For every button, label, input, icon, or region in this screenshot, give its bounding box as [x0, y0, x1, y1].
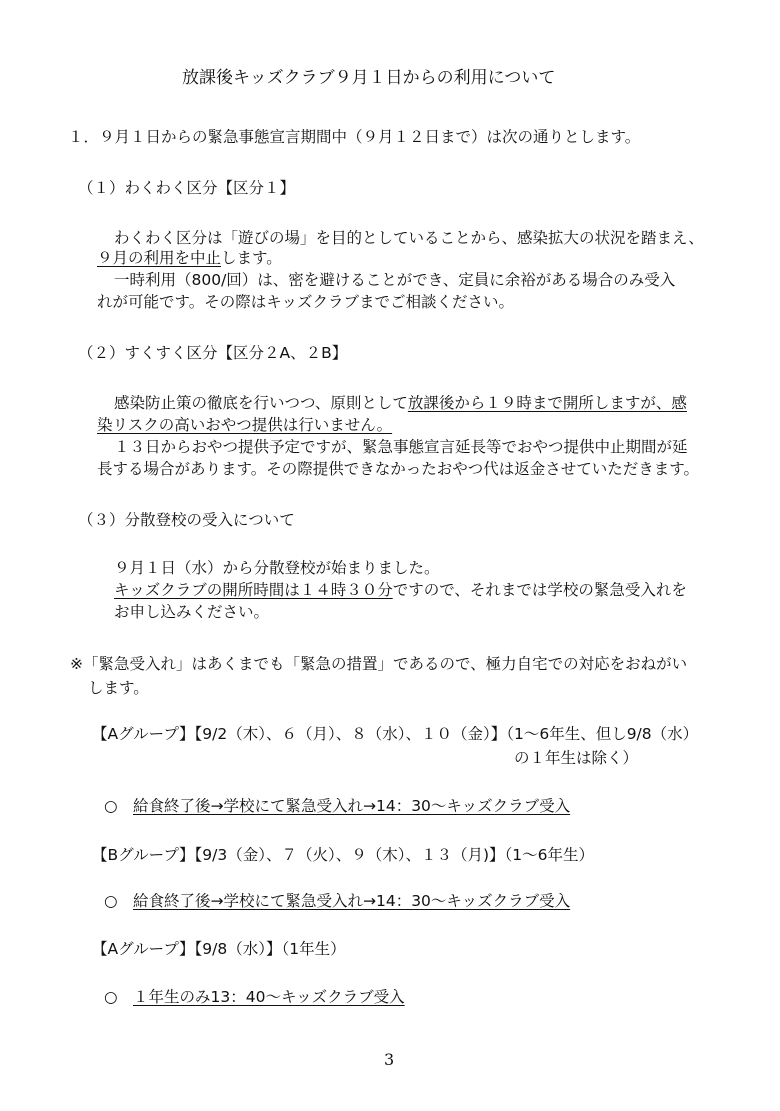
- page-title: 放課後キッズクラブ９月１日からの利用について: [182, 68, 556, 88]
- group-a-schedule-line-2: の１年生は除く）: [514, 749, 639, 767]
- section-1-heading: １．９月１日からの緊急事態宣言期間中（９月１２日まで）は次の通りとします。: [68, 128, 641, 146]
- wakuwaku-paragraph-1-line-1: わくわく区分は「遊びの場」を目的としていることから、感染拡大の状況を踏まえ、: [114, 229, 704, 247]
- wakuwaku-suspension-notice: ９月の利用を中止: [97, 249, 222, 267]
- wakuwaku-paragraph-2-line-2: れが可能です。その際はキッズクラブまでご相談ください。: [97, 293, 514, 311]
- sukusuku-paragraph-2-line-1: １３日からおやつ提供予定ですが、緊急事態宣言延長等でおやつ提供中止期間が延: [114, 438, 688, 456]
- wakuwaku-paragraph-1-line-2: ９月の利用を中止します。: [97, 249, 282, 267]
- wakuwaku-paragraph-2-line-1: 一時利用（800/回）は、密を避けることができ、定員に余裕がある場合のみ受入: [114, 271, 676, 289]
- group-a-schedule-line-1: 【Aグループ】【9/2（木）、６（月）、８（水）、１０（金）】（1～6年生、但し9/8（水）: [92, 725, 699, 743]
- group-a-procedure: 給食終了後→学校にて緊急受入れ→14：30～キッズクラブ受入: [133, 797, 571, 815]
- group-b-bullet: ○: [104, 892, 118, 910]
- note-line-2: します。: [88, 679, 149, 697]
- group-a-bullet: ○: [104, 797, 118, 815]
- sukusuku-paragraph-2-line-2: 長する場合があります。その際提供できなかったおやつ代は返金させていただきます。: [97, 460, 700, 478]
- bunsan-line-3: お申し込みください。: [114, 603, 270, 621]
- group-b-procedure: 給食終了後→学校にて緊急受入れ→14：30～キッズクラブ受入: [133, 892, 571, 910]
- page-number: 3: [384, 1050, 395, 1069]
- group-a-first-grade-bullet: ○: [104, 988, 118, 1006]
- bunsan-heading: （３）分散登校の受入について: [78, 511, 295, 529]
- sukusuku-paragraph-1-line-1: 感染防止策の徹底を行いつつ、原則として放課後から１９時まで開所しますが、感: [114, 394, 687, 412]
- sukusuku-heading: （２）すくすく区分【区分２A、２B】: [78, 344, 348, 362]
- group-b-schedule: 【Bグループ】【9/3（金）、７（火）、９（木）、１３（月)】（1～6年生）: [92, 846, 595, 864]
- sukusuku-paragraph-1-line-2: 染リスクの高いおやつ提供は行いません。: [97, 416, 393, 434]
- bunsan-line-1: ９月１日（水）から分散登校が始まりました。: [114, 559, 440, 577]
- wakuwaku-heading: （１）わくわく区分【区分１】: [78, 179, 296, 197]
- note-line-1: ※「緊急受入れ」はあくまでも「緊急の措置」であるので、極力自宅での対応をおねがい: [70, 655, 688, 673]
- group-a-first-grade-procedure: １年生のみ13：40～キッズクラブ受入: [133, 988, 405, 1006]
- group-a-first-grade-schedule: 【Aグループ】【9/8（水）】（1年生）: [92, 940, 346, 958]
- sukusuku-hours-notice: 放課後から１９時まで開所しますが、感: [407, 394, 687, 412]
- bunsan-line-2: キッズクラブの開所時間は１４時３０分ですので、それまでは学校の緊急受入れを: [114, 581, 687, 599]
- kidsclub-opening-time: キッズクラブの開所時間は１４時３０分: [114, 581, 393, 599]
